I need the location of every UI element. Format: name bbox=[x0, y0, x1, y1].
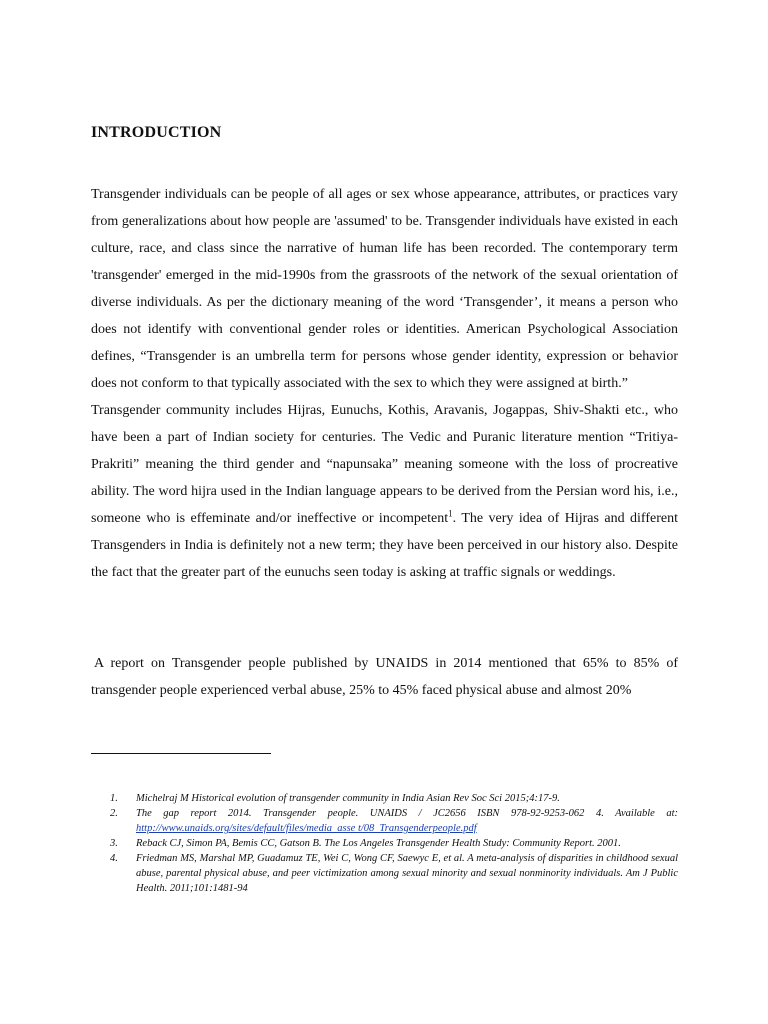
section-heading: INTRODUCTION bbox=[91, 124, 222, 141]
paragraph-report: A report on Transgender people published by UNAIDS in 2014 mentioned that 65% to 85% of transgender people experienced verbal abuse, 25% to 45% faced physical abuse and almost 20% bbox=[91, 656, 678, 698]
footnote-number: 4. bbox=[110, 853, 118, 864]
footnote-text: Friedman MS, Marshal MP, Guadamuz TE, Wei C, Wong CF, Saewyc E, et al. A meta-analysis of disparities in childhood sexual abuse, parental physical abuse, and peer victimization among sexual minority and sexual nonminority individuals. Am J Public Health. 2011;101:1481-94 bbox=[136, 853, 678, 894]
footnote-divider bbox=[91, 753, 271, 754]
footnote-link[interactable]: http://www.unaids.org/sites/default/files/media_asse t/08_Transgenderpeople.pdf bbox=[136, 823, 477, 834]
footnote-item bbox=[110, 851, 678, 896]
paragraph-intro: Transgender individuals can be people of all ages or sex whose appearance, attributes, or practices vary from generalizations about how people are 'assumed' to be. Transgender individuals have existed in each culture, race, and class since the narrative of human life has been recorded. The contemporary term 'transgender' emerged in the mid-1990s from the grassroots of the network of the sexual orientation of diverse individuals. As per the dictionary meaning of the word ‘Transgender’, it means a person who does not identify with conventional gender roles or identities. American Psychological Association defines, “Transgender is an umbrella term for persons whose gender identity, expression or behavior does not conform to that typically associated with the sex to which they were assigned at birth.” bbox=[91, 187, 678, 391]
footnote-list bbox=[110, 791, 678, 896]
paragraph-community-text-b: . The very idea of Hijras and different Transgenders in India is definitely not a new term; they have been perceived in our history also. Despite the fact that the greater part of the eunuchs seen today is asking at traffic signals or weddings. bbox=[91, 511, 678, 580]
footnote-text: The gap report 2014. Transgender people. UNAIDS / JC2656 ISBN 978-92-9253-062 4. Available at: bbox=[136, 808, 678, 819]
footnote-text: Reback CJ, Simon PA, Bemis CC, Gatson B. The Los Angeles Transgender Health Study: Community Report. 2001. bbox=[136, 838, 621, 849]
paragraph-community bbox=[91, 397, 678, 586]
footnote-reference[interactable]: 1 bbox=[448, 508, 453, 519]
footnote-item bbox=[110, 791, 678, 806]
footnote-number: 1. bbox=[110, 793, 118, 804]
footnote-item bbox=[110, 836, 678, 851]
paragraph-community-text-a: Transgender community includes Hijras, Eunuchs, Kothis, Aravanis, Jogappas, Shiv-Shakti etc., who have been a part of Indian society for centuries. The Vedic and Puranic literature mention “Tritiya-Prakriti” meaning the third gender and “napunsaka” meaning someone with the loss of procreative ability. The word hijra used in the Indian language appears to be derived from the Persian word his, i.e., someone who is effeminate and/or ineffective or incompetent bbox=[91, 403, 678, 526]
footnote-number: 3. bbox=[110, 838, 118, 849]
footnote-item bbox=[110, 806, 678, 836]
footnote-text: Michelraj M Historical evolution of transgender community in India Asian Rev Soc Sci 2015;4:17-9. bbox=[136, 793, 560, 804]
footnote-number: 2. bbox=[110, 808, 118, 819]
